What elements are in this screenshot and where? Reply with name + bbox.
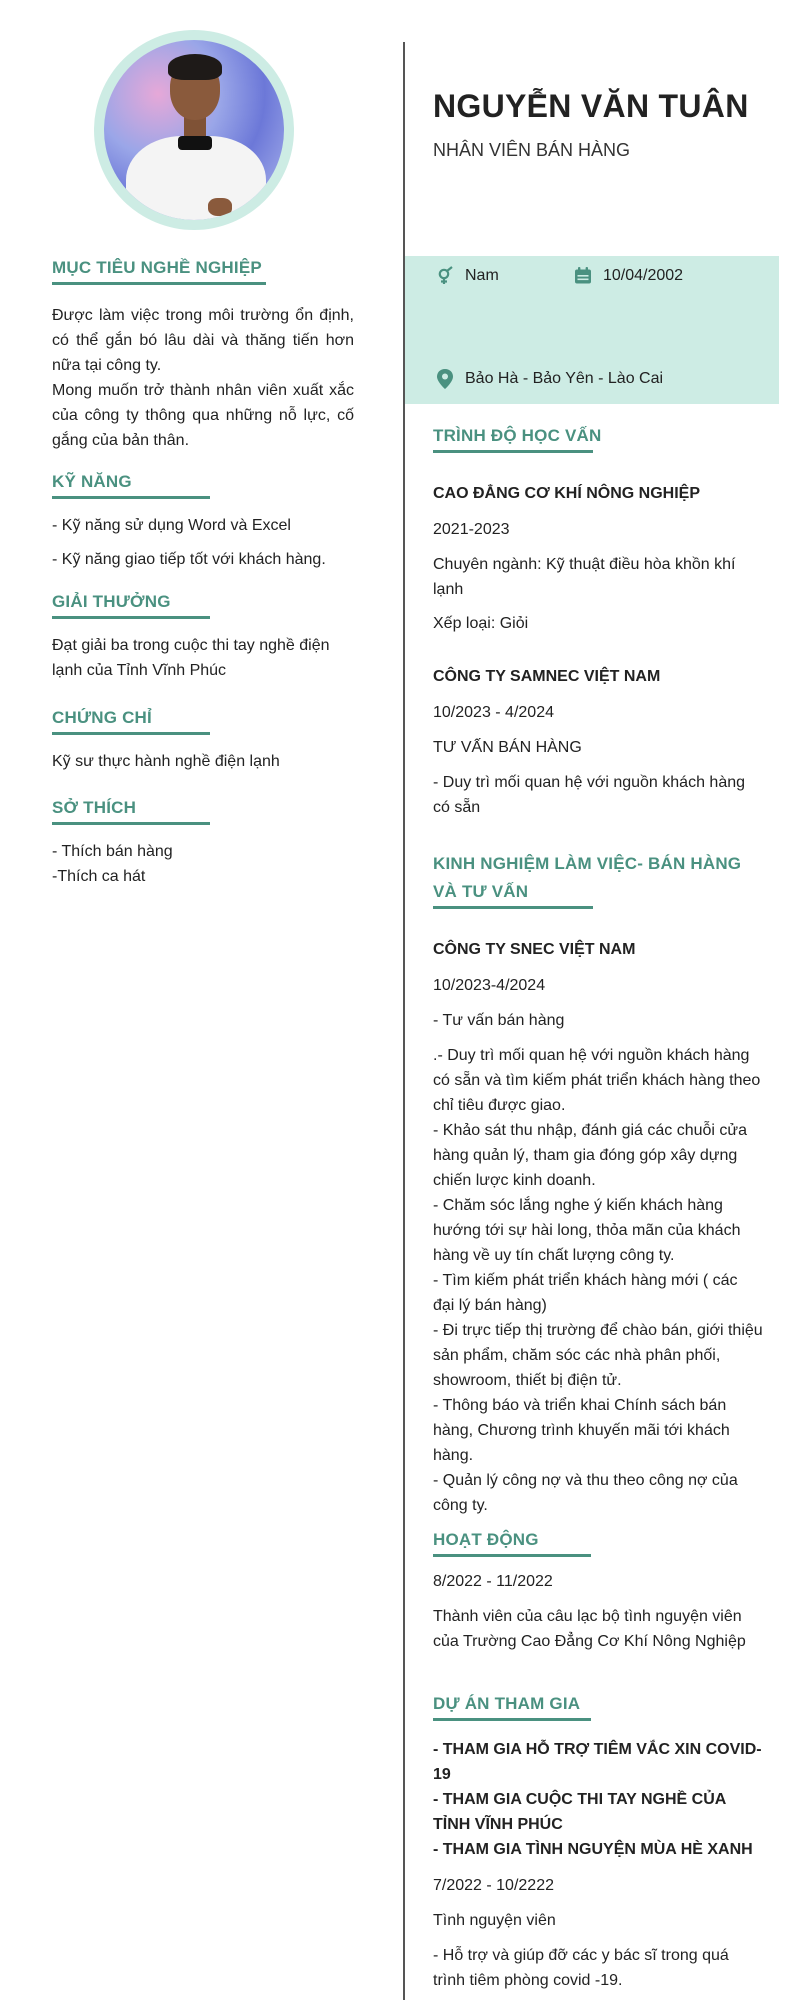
projects-underline xyxy=(433,1718,591,1721)
experience-duty: - Tìm kiếm phát triển khách hàng mới ( các đại lý bán hàng) xyxy=(433,1272,738,1314)
avatar-frame xyxy=(94,30,294,230)
education-school: CAO ĐẲNG CƠ KHÍ NÔNG NGHIỆP xyxy=(433,485,700,502)
experience-years: 10/2023-4/2024 xyxy=(433,977,546,994)
candidate-role: NHÂN VIÊN BÁN HÀNG xyxy=(433,140,631,160)
projects-role: Tình nguyện viên xyxy=(433,1912,556,1929)
gender-icon xyxy=(435,266,455,286)
personal-info-box xyxy=(405,256,779,404)
experience-duty: .- Duy trì mối quan hệ với nguồn khách hàng có sẵn và tìm kiếm phát triển khách hàng theo chỉ tiêu được giao. xyxy=(433,1047,761,1114)
awards-section xyxy=(52,592,354,683)
dob-value: 10/04/2002 xyxy=(603,267,684,284)
experience-company: CÔNG TY SNEC VIỆT NAM xyxy=(433,941,636,958)
experience-underline xyxy=(433,906,593,909)
objective-underline xyxy=(52,282,266,285)
objective-section xyxy=(52,258,354,453)
awards-text: Đạt giải ba trong cuộc thi tay nghề điện lạnh của Tỉnh Vĩnh Phúc xyxy=(52,637,330,679)
calendar-icon xyxy=(573,266,593,286)
education-company-years: 10/2023 - 4/2024 xyxy=(433,704,554,721)
activities-years: 8/2022 - 11/2022 xyxy=(433,1573,553,1590)
skills-section xyxy=(52,472,354,572)
education-company-role: TƯ VẤN BÁN HÀNG xyxy=(433,739,582,756)
objective-title: MỤC TIÊU NGHỀ NGHIỆP xyxy=(52,258,262,277)
education-grade: Xếp loại: Giỏi xyxy=(433,615,529,632)
certificates-underline xyxy=(52,732,210,735)
objective-line: Được làm việc trong môi trường ổn định, có thể gắn bó lâu dài và thăng tiến hơn nữa tại công ty. xyxy=(52,307,354,374)
awards-underline xyxy=(52,616,210,619)
experience-duty: - Khảo sát thu nhập, đánh giá các chuỗi cửa hàng quản lý, tham gia đóng góp xây dựng chiến lược kinh doanh. xyxy=(433,1122,748,1189)
location-pin-icon xyxy=(435,368,455,390)
projects-title: DỰ ÁN THAM GIA xyxy=(433,1694,581,1713)
activities-title: HOẠT ĐỘNG xyxy=(433,1530,539,1549)
certificates-section xyxy=(52,708,354,774)
gender-value: Nam xyxy=(465,267,499,284)
projects-years: 7/2022 - 10/2222 xyxy=(433,1877,554,1894)
education-major: Chuyên ngành: Kỹ thuật điều hòa khồn khí lạnh xyxy=(433,556,736,598)
activities-text: Thành viên của câu lạc bộ tình nguyện viên của Trường Cao Đẳng Cơ Khí Nông Nghiệp xyxy=(433,1608,746,1650)
education-years: 2021-2023 xyxy=(433,521,510,538)
education-title: TRÌNH ĐỘ HỌC VẤN xyxy=(433,426,602,445)
skill-item: - Kỹ năng giao tiếp tốt với khách hàng. xyxy=(52,551,326,568)
address-value: Bảo Hà - Bảo Yên - Lào Cai xyxy=(465,370,664,387)
skills-underline xyxy=(52,496,210,499)
experience-duty: - Đi trực tiếp thị trường để chào bán, giới thiệu sản phẩm, chăm sóc các nhà phân phối, showroom, thiết bị điện tử. xyxy=(433,1322,763,1389)
projects-section xyxy=(433,1694,763,1993)
projects-desc: - Hỗ trợ và giúp đỡ các y bác sĩ trong quá trình tiêm phòng covid -19. xyxy=(433,1947,729,1989)
objective-line: Mong muốn trở thành nhân viên xuất xắc của công ty thông qua những nỗ lực, cố gắng của bản thân. xyxy=(52,382,354,449)
experience-duty: - Quản lý công nợ và thu theo công nợ của công ty. xyxy=(433,1472,738,1514)
project-item: - THAM GIA TÌNH NGUYỆN MÙA HÈ XANH xyxy=(433,1841,753,1858)
activities-section xyxy=(433,1530,763,1654)
candidate-name: NGUYỄN VĂN TUÂN xyxy=(433,88,749,124)
experience-section xyxy=(433,850,763,1518)
project-item: - THAM GIA CUỘC THI TAY NGHỀ CỦA TỈNH VĨNH PHÚC xyxy=(433,1791,726,1833)
experience-role: - Tư vấn bán hàng xyxy=(433,1012,565,1029)
hobbies-underline xyxy=(52,822,210,825)
experience-title xyxy=(433,850,763,906)
project-item: - THAM GIA HỖ TRỢ TIÊM VẮC XIN COVID-19 xyxy=(433,1741,762,1783)
hobbies-section xyxy=(52,798,354,889)
skill-item: - Kỹ năng sử dụng Word và Excel xyxy=(52,517,291,534)
education-underline xyxy=(433,450,593,453)
education-company-desc: - Duy trì mối quan hệ với nguồn khách hàng có sẵn xyxy=(433,774,746,816)
experience-title-line: KINH NGHIỆM LÀM VIỆC- BÁN HÀNG xyxy=(433,854,742,873)
skills-title: KỸ NĂNG xyxy=(52,472,132,491)
address-info xyxy=(435,368,663,390)
activities-underline xyxy=(433,1554,591,1557)
gender-info xyxy=(435,266,499,286)
experience-title-line: VÀ TƯ VẤN xyxy=(433,882,529,901)
hobbies-title: SỞ THÍCH xyxy=(52,798,137,817)
dob-info xyxy=(573,266,683,286)
certificates-text: Kỹ sư thực hành nghề điện lạnh xyxy=(52,753,280,770)
awards-title: GIẢI THƯỞNG xyxy=(52,592,171,611)
hobby-item: -Thích ca hát xyxy=(52,868,146,885)
experience-duty: - Chăm sóc lắng nghe ý kiến khách hàng hướng tới sự hài long, thỏa mãn của khách hàng về uy tín chất lượng công ty. xyxy=(433,1197,741,1264)
experience-duty: - Thông báo và triển khai Chính sách bán hàng, Chương trình khuyến mãi tới khách hàng. xyxy=(433,1397,730,1464)
hobby-item: - Thích bán hàng xyxy=(52,843,173,860)
education-company: CÔNG TY SAMNEC VIỆT NAM xyxy=(433,668,661,685)
avatar xyxy=(104,40,284,220)
certificates-title: CHỨNG CHỈ xyxy=(52,708,152,727)
education-section xyxy=(433,426,763,820)
